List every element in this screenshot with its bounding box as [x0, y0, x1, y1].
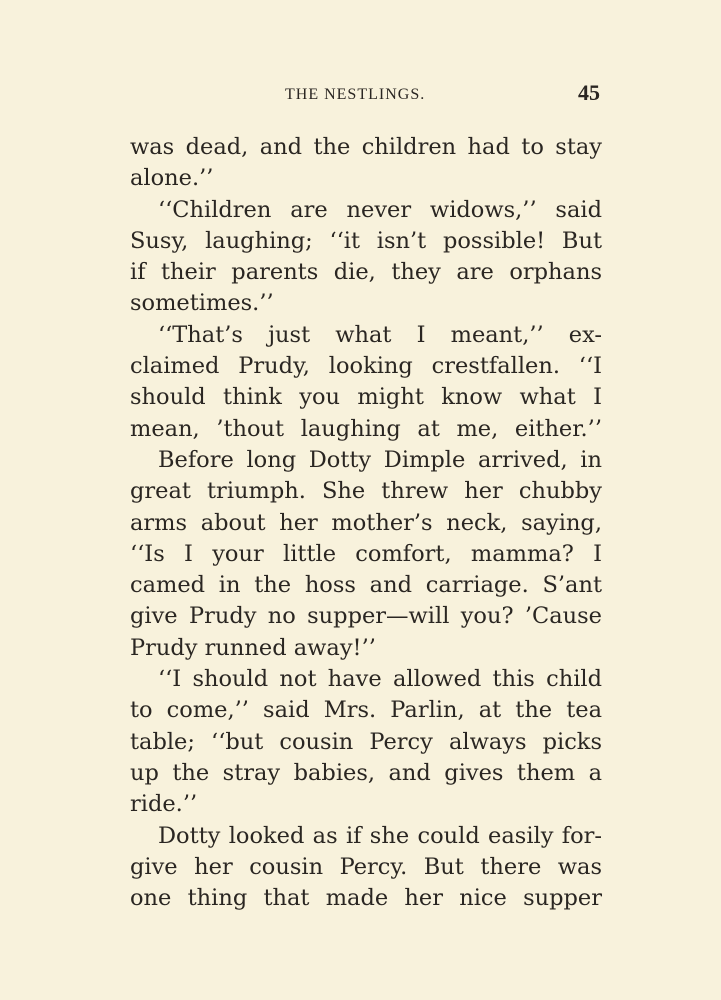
text-line: was dead, and the children had to stay — [130, 134, 602, 160]
text-line: one thing that made her nice supper — [130, 885, 602, 912]
body-text — [130, 132, 602, 914]
text-line: alone.’’ — [130, 165, 214, 192]
text-line: great triumph. She threw her chubby — [130, 478, 602, 505]
text-line: Prudy runned away!’’ — [130, 634, 376, 661]
text-line: mean, ’thout laughing at me, either.’’ — [130, 415, 602, 442]
text-line: Susy, laughing; ‘‘it isn’t possible! But — [130, 227, 602, 254]
text-line: sometimes.’’ — [130, 290, 274, 317]
text-line: give her cousin Percy. But there was — [130, 853, 602, 880]
page-header — [0, 80, 721, 110]
text-line: Before long Dotty Dimple arrived, in — [158, 446, 602, 473]
text-line: arms about her mother’s neck, saying, — [130, 509, 602, 536]
text-line: ‘‘I should not have allowed this child — [158, 666, 602, 693]
text-line: table; ‘‘but cousin Percy always picks — [130, 728, 602, 755]
text-line: should think you might know what I — [130, 384, 602, 411]
running-head: THE NESTLINGS. — [285, 86, 426, 103]
text-line: ‘‘That’s just what I meant,’’ ex- — [158, 321, 602, 348]
text-line: claimed Prudy, looking crestfallen. ‘‘I — [130, 353, 602, 380]
page-number: 45 — [578, 80, 600, 105]
text-line: ‘‘Is I your little comfort, mamma? I — [130, 540, 602, 567]
text-line: give Prudy no supper—will you? ’Cause — [130, 603, 602, 630]
text-line: up the stray babies, and gives them a — [130, 759, 602, 786]
text-line: if their parents die, they are orphans — [130, 259, 602, 286]
text-line: ‘‘Children are never widows,’’ said — [158, 196, 602, 223]
text-line: Dotty looked as if she could easily for- — [158, 822, 602, 849]
text-line: camed in the hoss and carriage. S’ant — [130, 572, 602, 599]
text-line: to come,’’ said Mrs. Parlin, at the tea — [130, 697, 602, 724]
text-line: ride.’’ — [130, 791, 198, 818]
